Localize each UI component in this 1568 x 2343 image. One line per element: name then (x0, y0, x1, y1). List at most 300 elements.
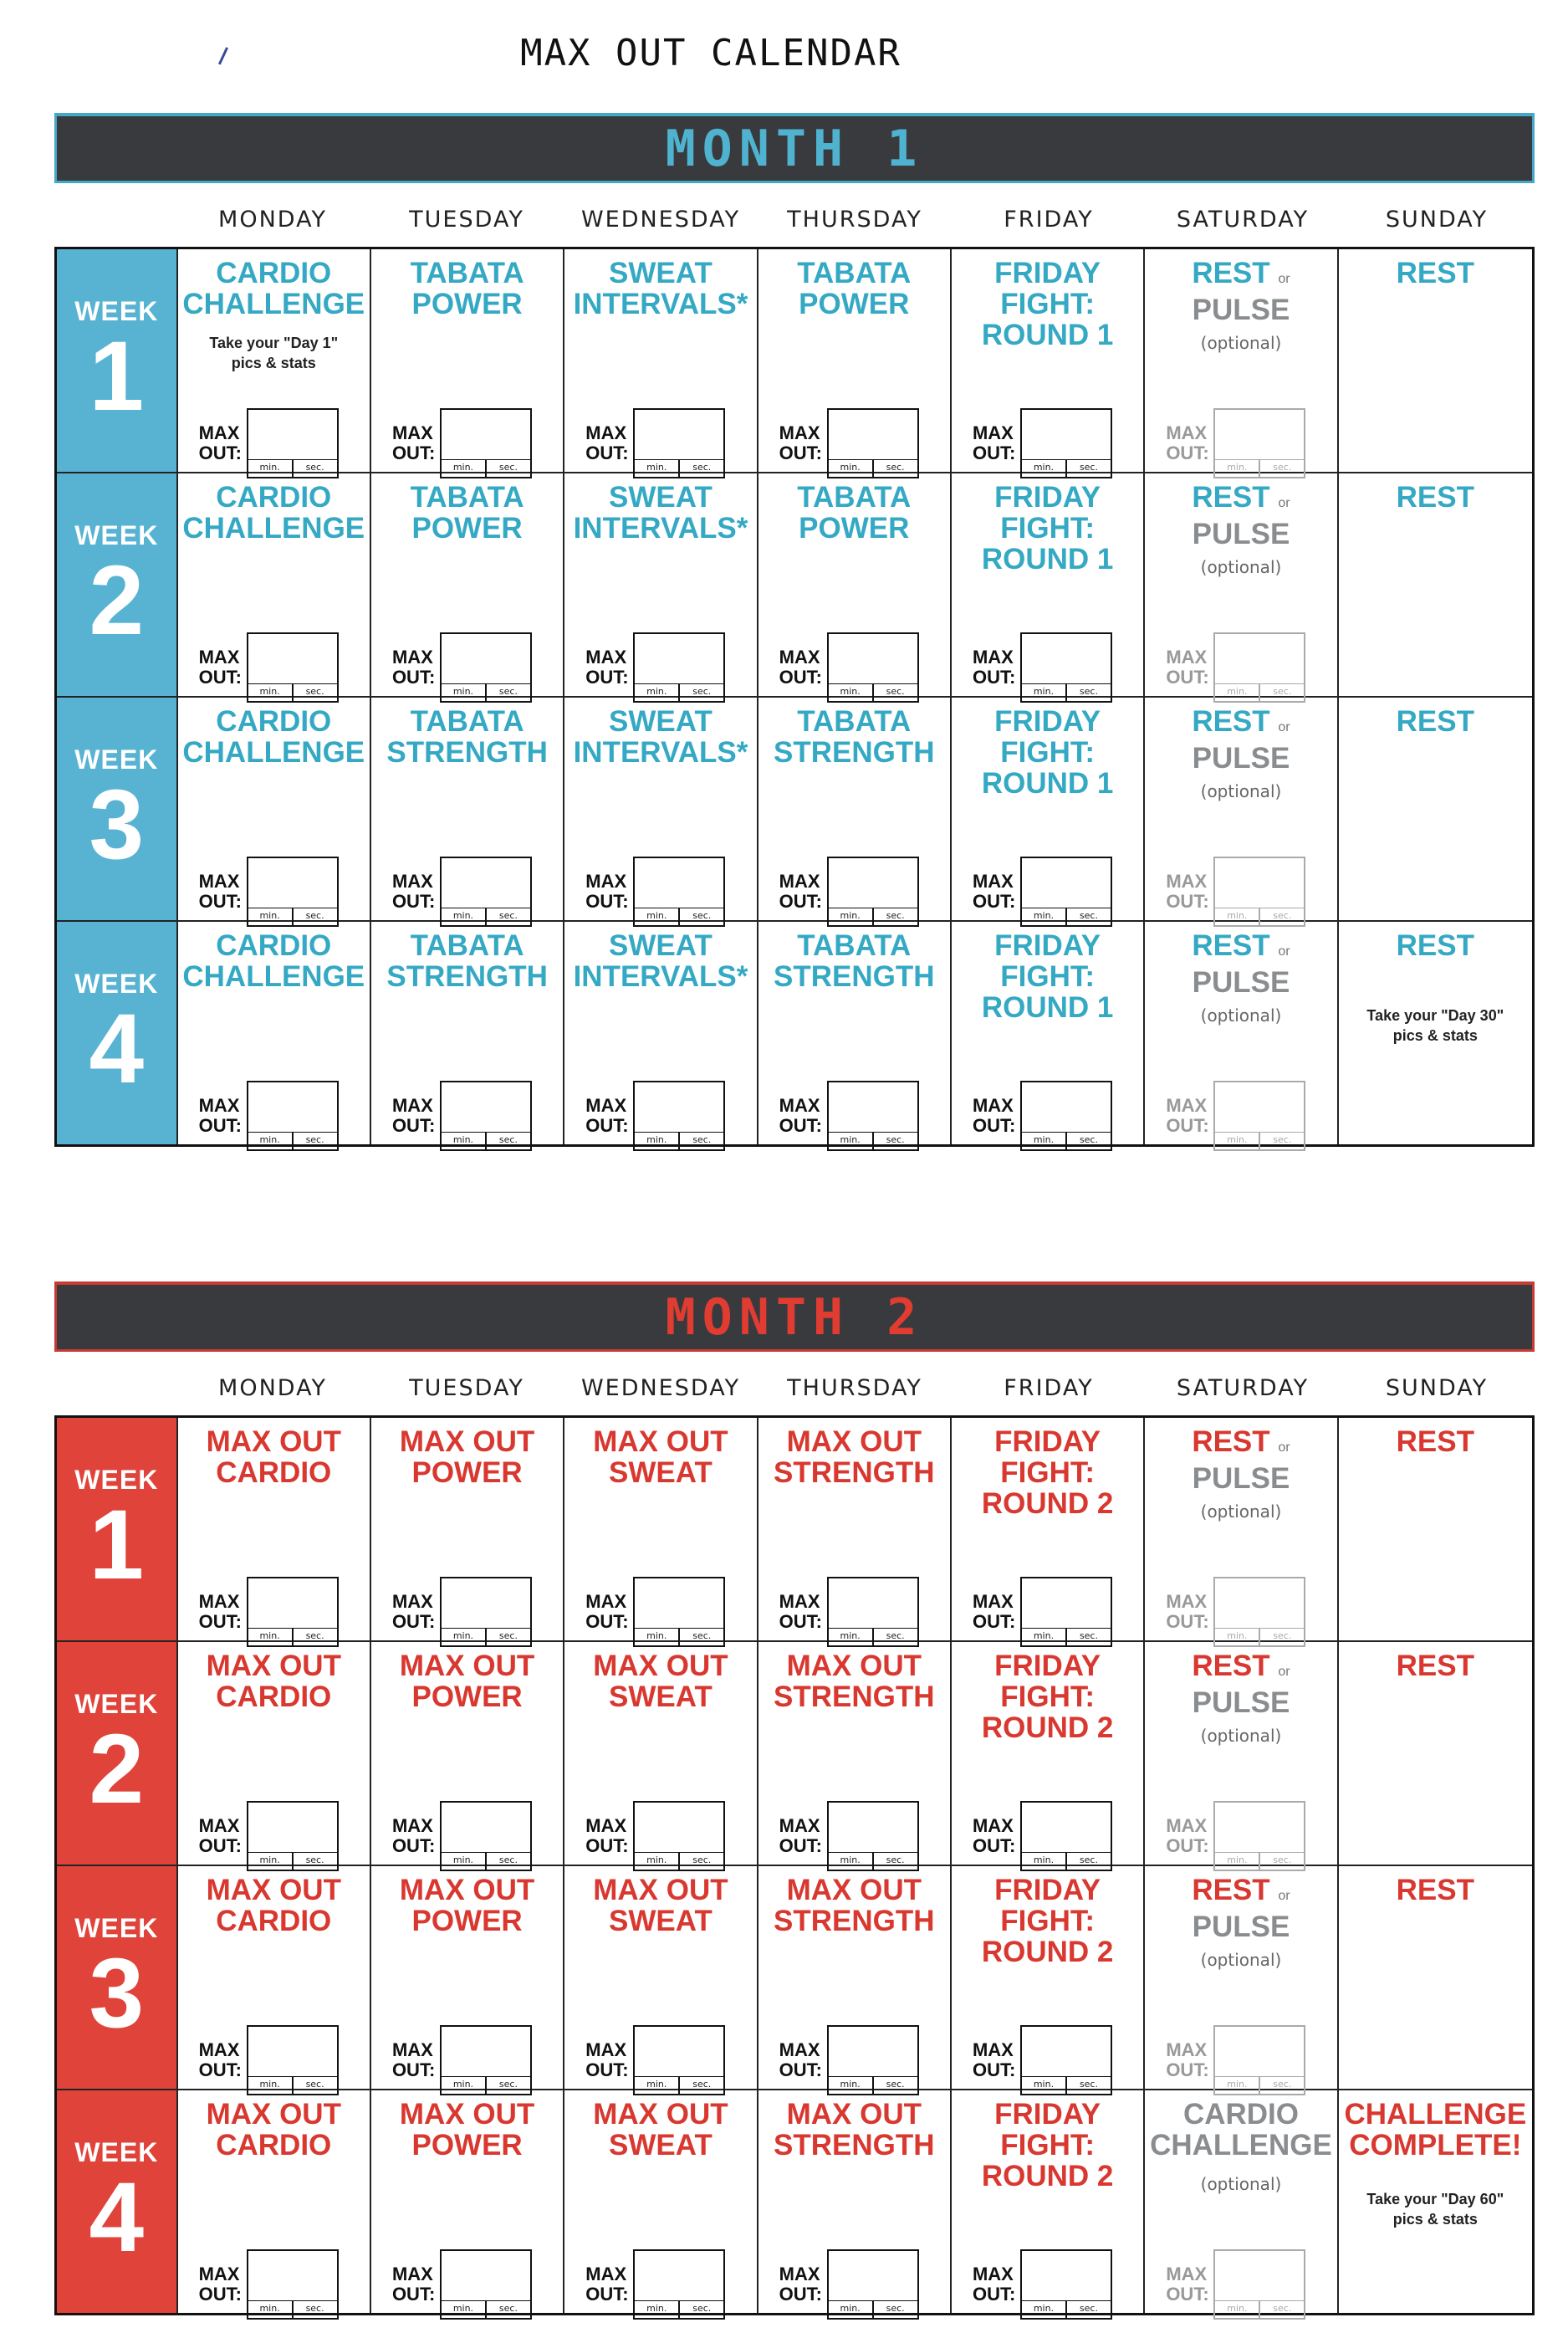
max-out-entry (198, 632, 350, 697)
max-out-entry (1166, 857, 1316, 921)
seconds-label: sec. (1273, 1854, 1292, 1865)
day-cell[interactable] (758, 249, 952, 472)
workout-name: MAX OUT POWER (399, 1425, 535, 1489)
minutes-label: min. (248, 2077, 294, 2094)
week-number: 1 (89, 1489, 145, 1600)
max-out-entry (585, 2249, 736, 2314)
day-header: MONDAY (218, 207, 327, 233)
max-out-entry (391, 408, 543, 473)
max-out-label: MAX OUT: (391, 647, 436, 688)
workout-name: TABATA STRENGTH (386, 929, 548, 993)
minutes-label: min. (248, 908, 294, 925)
day-cell[interactable] (371, 1418, 564, 1640)
seconds-label: sec. (692, 462, 712, 473)
minutes-label: min. (1215, 1853, 1260, 1870)
rest-or-pulse (1145, 1650, 1336, 1718)
max-out-entry (198, 408, 350, 473)
rest-label: REST (1396, 1874, 1474, 1906)
day-cell[interactable] (758, 1418, 952, 1640)
day-cell[interactable] (178, 698, 371, 920)
workout-name: MAX OUT STRENGTH (774, 1425, 935, 1489)
day-cell[interactable] (178, 922, 371, 1144)
max-out-time-box[interactable] (827, 408, 919, 478)
max-out-entry (1166, 2025, 1316, 2090)
day-cell[interactable] (564, 473, 758, 696)
pulse-label: PULSE (1192, 294, 1290, 326)
day-cell[interactable] (564, 698, 758, 920)
rest-label: REST (1396, 257, 1474, 289)
optional-label: (optional) (1200, 557, 1282, 577)
max-out-time-box[interactable] (440, 857, 532, 927)
day-cell[interactable] (758, 922, 952, 1144)
max-out-label: MAX OUT: (585, 871, 629, 912)
time-split (442, 2300, 530, 2318)
day-cell-sunday[interactable] (1339, 1866, 1532, 2089)
max-out-time-box[interactable] (633, 2025, 725, 2095)
day-cell[interactable] (371, 249, 564, 472)
max-out-time-box[interactable] (1020, 2249, 1112, 2320)
workout-name: MAX OUT SWEAT (593, 1650, 728, 1713)
max-out-time-box[interactable] (247, 857, 339, 927)
minutes-label: min. (635, 684, 680, 701)
max-out-label: MAX OUT: (1166, 422, 1209, 463)
max-out-time-box[interactable] (1213, 857, 1305, 927)
or-label: or (1278, 720, 1290, 734)
week-grid (54, 1415, 1535, 2315)
day-cell[interactable] (952, 2090, 1145, 2313)
max-out-entry (391, 632, 543, 697)
max-out-time-box[interactable] (827, 1801, 919, 1871)
max-out-label: MAX OUT: (779, 1095, 822, 1136)
seconds-label: sec. (1273, 1630, 1292, 1641)
day-cell-saturday[interactable] (1145, 473, 1338, 696)
minutes-label: min. (1215, 1629, 1260, 1645)
optional-label: (optional) (1200, 1005, 1282, 1026)
max-out-time-box[interactable] (247, 1577, 339, 1647)
workout-name: MAX OUT POWER (399, 1874, 535, 1937)
max-out-entry (391, 1081, 543, 1145)
day-cell[interactable] (758, 2090, 952, 2313)
week-number: 2 (89, 545, 145, 656)
minutes-label: min. (1022, 684, 1067, 701)
day-cell[interactable] (178, 1418, 371, 1640)
minutes-label: min. (1022, 2301, 1067, 2318)
max-out-time-box[interactable] (633, 632, 725, 703)
max-out-time-box[interactable] (1020, 632, 1112, 703)
optional-label: (optional) (1200, 1950, 1282, 1970)
max-out-time-box[interactable] (827, 1081, 919, 1151)
max-out-time-box[interactable] (827, 1577, 919, 1647)
week-word: WEEK (74, 1912, 159, 1943)
day-cell[interactable] (564, 249, 758, 472)
seconds-label: sec. (498, 2303, 518, 2314)
max-out-time-box[interactable] (633, 1081, 725, 1151)
day-cell[interactable] (564, 922, 758, 1144)
day-cell[interactable] (178, 2090, 371, 2313)
max-out-label: MAX OUT: (198, 422, 242, 463)
max-out-label: MAX OUT: (1166, 1095, 1209, 1136)
max-out-entry (391, 2025, 543, 2090)
seconds-label: sec. (1079, 462, 1098, 473)
week-number: 4 (89, 993, 145, 1104)
max-out-label: MAX OUT: (972, 647, 1016, 688)
max-out-label: MAX OUT: (779, 1815, 822, 1856)
time-split (829, 1132, 917, 1149)
day-cell[interactable] (178, 249, 371, 472)
max-out-time-box[interactable] (247, 1081, 339, 1151)
minutes-label: min. (1022, 2077, 1067, 2094)
max-out-label: MAX OUT: (391, 2264, 436, 2305)
day-cell-saturday[interactable] (1145, 1418, 1338, 1640)
day-cell-saturday[interactable] (1145, 698, 1338, 920)
day-cell-sunday[interactable] (1339, 1642, 1532, 1865)
workout-name: MAX OUT STRENGTH (774, 2098, 935, 2161)
max-out-time-box[interactable] (247, 632, 339, 703)
month1-calendar (54, 113, 1535, 1145)
seconds-label: sec. (305, 1134, 324, 1145)
max-out-label: MAX OUT: (198, 647, 242, 688)
workout-name: SWEAT INTERVALS* (573, 257, 748, 320)
seconds-label: sec. (1273, 1134, 1292, 1145)
time-split (1215, 1132, 1304, 1149)
seconds-label: sec. (305, 2079, 324, 2090)
max-out-time-box[interactable] (1213, 408, 1305, 478)
max-out-label: MAX OUT: (585, 2039, 629, 2080)
minutes-label: min. (829, 460, 874, 477)
day-cell[interactable] (952, 1642, 1145, 1865)
day-cell[interactable] (178, 1642, 371, 1865)
day-cell[interactable] (371, 2090, 564, 2313)
day-header: TUESDAY (409, 1375, 524, 1401)
seconds-label: sec. (305, 462, 324, 473)
day-cell[interactable] (952, 249, 1145, 472)
max-out-entry (1166, 1577, 1316, 1641)
week-label (57, 922, 178, 1144)
day-cell[interactable] (564, 1866, 758, 2089)
day-cell[interactable] (178, 473, 371, 696)
max-out-time-box[interactable] (1020, 408, 1112, 478)
day-cell[interactable] (371, 922, 564, 1144)
workout-name: FRIDAY FIGHT: ROUND 1 (981, 481, 1114, 576)
minutes-label: min. (1215, 2077, 1260, 2094)
day-cell-sunday[interactable] (1339, 473, 1532, 696)
rest-or-pulse (1145, 1426, 1336, 1494)
max-out-time-box[interactable] (1020, 1801, 1112, 1871)
rest-or-pulse (1145, 258, 1336, 325)
optional-label: (optional) (1200, 2174, 1282, 2194)
day-cell[interactable] (758, 1642, 952, 1865)
day-cell[interactable] (178, 1866, 371, 2089)
rest-label: REST (1192, 1874, 1270, 1906)
day-cell[interactable] (952, 1418, 1145, 1640)
day-cell[interactable] (758, 1866, 952, 2089)
max-out-label: MAX OUT: (972, 422, 1016, 463)
minutes-label: min. (1022, 908, 1067, 925)
workout-name: FRIDAY FIGHT: ROUND 2 (981, 1650, 1114, 1744)
workout-name: CARDIO CHALLENGE (182, 257, 365, 320)
week-word: WEEK (74, 1688, 159, 1719)
day-cell[interactable] (371, 698, 564, 920)
max-out-time-box[interactable] (633, 2249, 725, 2320)
or-label: or (1278, 272, 1290, 286)
max-out-time-box[interactable] (827, 2249, 919, 2320)
max-out-entry (585, 2025, 736, 2090)
max-out-time-box[interactable] (247, 2025, 339, 2095)
day-cell-saturday[interactable] (1145, 1866, 1338, 2089)
max-out-label: MAX OUT: (972, 2039, 1016, 2080)
day-cell-sunday[interactable] (1339, 2090, 1532, 2313)
max-out-time-box[interactable] (633, 1577, 725, 1647)
max-out-time-box[interactable] (440, 1081, 532, 1151)
minutes-label: min. (829, 684, 874, 701)
minutes-label: min. (442, 1133, 487, 1149)
max-out-time-box[interactable] (1213, 2025, 1305, 2095)
time-split (1215, 2300, 1304, 2318)
max-out-time-box[interactable] (827, 2025, 919, 2095)
max-out-time-box[interactable] (440, 2249, 532, 2320)
or-label: or (1278, 1665, 1290, 1679)
max-out-time-box[interactable] (633, 857, 725, 927)
day-cell-sunday[interactable] (1339, 249, 1532, 472)
seconds-label: sec. (1079, 2079, 1098, 2090)
day-cell[interactable] (952, 1866, 1145, 2089)
max-out-label: MAX OUT: (779, 2264, 822, 2305)
seconds-label: sec. (1273, 2303, 1292, 2314)
workout-name: TABATA POWER (797, 257, 912, 320)
rest-label: REST (1396, 929, 1474, 962)
max-out-time-box[interactable] (440, 1577, 532, 1647)
seconds-label: sec. (1079, 910, 1098, 921)
day-cell[interactable] (952, 473, 1145, 696)
day-cell[interactable] (564, 1418, 758, 1640)
seconds-label: sec. (692, 1630, 712, 1641)
week-number: 1 (89, 320, 145, 432)
day-header: TUESDAY (409, 207, 524, 233)
max-out-entry (585, 1577, 736, 1641)
minutes-label: min. (635, 1629, 680, 1645)
minutes-label: min. (248, 460, 294, 477)
page-title: MAX OUT CALENDAR (520, 32, 901, 74)
workout-name: MAX OUT CARDIO (206, 2098, 341, 2161)
max-out-time-box[interactable] (1020, 2025, 1112, 2095)
max-out-label: MAX OUT: (972, 1591, 1016, 1632)
max-out-time-box[interactable] (1213, 1081, 1305, 1151)
max-out-entry (198, 857, 350, 921)
max-out-label: MAX OUT: (391, 2039, 436, 2080)
seconds-label: sec. (498, 2079, 518, 2090)
max-out-time-box[interactable] (440, 1801, 532, 1871)
day-cell-sunday[interactable] (1339, 1418, 1532, 1640)
max-out-entry (779, 408, 930, 473)
workout-name: MAX OUT CARDIO (206, 1874, 341, 1937)
minutes-label: min. (248, 1853, 294, 1870)
minutes-label: min. (248, 2301, 294, 2318)
workout-name: CARDIO CHALLENGE (1150, 2098, 1332, 2161)
max-out-time-box[interactable] (440, 632, 532, 703)
week-row (57, 2090, 1532, 2313)
workout-name: TABATA POWER (410, 257, 524, 320)
seconds-label: sec. (305, 1854, 324, 1865)
workout-name: TABATA POWER (410, 481, 524, 545)
workout-name: CARDIO CHALLENGE (182, 705, 365, 769)
day-cell[interactable] (371, 473, 564, 696)
max-out-time-box[interactable] (1213, 1801, 1305, 1871)
day-cell[interactable] (758, 698, 952, 920)
max-out-time-box[interactable] (1213, 632, 1305, 703)
max-out-time-box[interactable] (1213, 1577, 1305, 1647)
max-out-time-box[interactable] (633, 1801, 725, 1871)
max-out-entry (391, 857, 543, 921)
seconds-label: sec. (305, 2303, 324, 2314)
max-out-entry (585, 857, 736, 921)
max-out-time-box[interactable] (827, 632, 919, 703)
time-split (1022, 2300, 1111, 2318)
day-header: SATURDAY (1176, 207, 1310, 233)
day-cell[interactable] (371, 1866, 564, 2089)
day-cell-sunday[interactable] (1339, 922, 1532, 1144)
max-out-time-box[interactable] (1020, 1081, 1112, 1151)
optional-label: (optional) (1200, 1726, 1282, 1746)
max-out-entry (972, 857, 1123, 921)
seconds-label: sec. (1273, 910, 1292, 921)
week-row (57, 698, 1532, 922)
max-out-label: MAX OUT: (391, 1815, 436, 1856)
workout-name: MAX OUT CARDIO (206, 1650, 341, 1713)
max-out-label: MAX OUT: (391, 422, 436, 463)
max-out-time-box[interactable] (1020, 1577, 1112, 1647)
max-out-time-box[interactable] (440, 408, 532, 478)
or-label: or (1278, 496, 1290, 510)
rest-label: REST (1192, 1650, 1270, 1682)
seconds-label: sec. (498, 462, 518, 473)
max-out-entry (779, 1801, 930, 1865)
seconds-label: sec. (692, 910, 712, 921)
minutes-label: min. (442, 908, 487, 925)
pulse-label: PULSE (1192, 1911, 1290, 1943)
max-out-label: MAX OUT: (585, 647, 629, 688)
day-header: SUNDAY (1385, 207, 1489, 233)
max-out-label: MAX OUT: (198, 2039, 242, 2080)
max-out-label: MAX OUT: (198, 1095, 242, 1136)
seconds-label: sec. (886, 462, 905, 473)
max-out-entry (198, 2025, 350, 2090)
rest-label: REST (1396, 1650, 1474, 1682)
pulse-label: PULSE (1192, 966, 1290, 999)
optional-label: (optional) (1200, 1501, 1282, 1522)
rest-or-pulse (1145, 706, 1336, 774)
seconds-label: sec. (1273, 462, 1292, 473)
pulse-label: PULSE (1192, 1462, 1290, 1495)
max-out-label: MAX OUT: (779, 1591, 822, 1632)
max-out-time-box[interactable] (827, 857, 919, 927)
workout-name: MAX OUT STRENGTH (774, 1650, 935, 1713)
seconds-label: sec. (498, 1854, 518, 1865)
week-word: WEEK (74, 744, 159, 775)
day-cell-sunday[interactable] (1339, 698, 1532, 920)
rest-label: REST (1396, 481, 1474, 514)
minutes-label: min. (1215, 460, 1260, 477)
max-out-entry (779, 632, 930, 697)
max-out-time-box[interactable] (440, 2025, 532, 2095)
max-out-time-box[interactable] (247, 2249, 339, 2320)
day-cell[interactable] (952, 698, 1145, 920)
time-split (635, 2300, 723, 2318)
time-split (635, 1132, 723, 1149)
day-cell-saturday[interactable] (1145, 1642, 1338, 1865)
day-cell-saturday[interactable] (1145, 2090, 1338, 2313)
day-cell-saturday[interactable] (1145, 249, 1338, 472)
seconds-label: sec. (692, 686, 712, 697)
minutes-label: min. (635, 1133, 680, 1149)
seconds-label: sec. (692, 1134, 712, 1145)
workout-name: TABATA STRENGTH (774, 929, 935, 993)
max-out-time-box[interactable] (247, 408, 339, 478)
day-cell[interactable] (371, 1642, 564, 1865)
minutes-label: min. (1022, 460, 1067, 477)
day-cell[interactable] (952, 922, 1145, 1144)
seconds-label: sec. (1273, 686, 1292, 697)
week-row (57, 1866, 1532, 2090)
day-header: FRIDAY (1004, 207, 1094, 233)
rest-label: REST (1396, 1425, 1474, 1458)
day-cell[interactable] (564, 2090, 758, 2313)
minutes-label: min. (829, 1133, 874, 1149)
max-out-entry (585, 632, 736, 697)
max-out-label: MAX OUT: (585, 2264, 629, 2305)
minutes-label: min. (1022, 1629, 1067, 1645)
max-out-entry (585, 1081, 736, 1145)
workout-name: MAX OUT SWEAT (593, 2098, 728, 2161)
max-out-label: MAX OUT: (391, 871, 436, 912)
day-cell-saturday[interactable] (1145, 922, 1338, 1144)
seconds-label: sec. (1079, 1854, 1098, 1865)
max-out-time-box[interactable] (1020, 857, 1112, 927)
or-label: or (1278, 1440, 1290, 1455)
max-out-time-box[interactable] (633, 408, 725, 478)
workout-name: MAX OUT SWEAT (593, 1874, 728, 1937)
minutes-label: min. (248, 1629, 294, 1645)
minutes-label: min. (248, 684, 294, 701)
max-out-time-box[interactable] (1213, 2249, 1305, 2320)
max-out-label: MAX OUT: (585, 1815, 629, 1856)
challenge-complete: CHALLENGE COMPLETE! (1344, 2098, 1527, 2161)
seconds-label: sec. (886, 686, 905, 697)
or-label: or (1278, 944, 1290, 959)
workout-name: FRIDAY FIGHT: ROUND 2 (981, 1874, 1114, 1968)
max-out-label: MAX OUT: (391, 1095, 436, 1136)
photo-note: Take your "Day 1" pics & stats (209, 335, 339, 371)
week-row (57, 922, 1532, 1144)
optional-label: (optional) (1200, 781, 1282, 801)
day-cell[interactable] (758, 473, 952, 696)
max-out-time-box[interactable] (247, 1801, 339, 1871)
max-out-entry (972, 1801, 1123, 1865)
max-out-label: MAX OUT: (1166, 2264, 1209, 2305)
max-out-entry (779, 1081, 930, 1145)
seconds-label: sec. (498, 1134, 518, 1145)
workout-name: MAX OUT POWER (399, 1650, 535, 1713)
week-label (57, 698, 178, 920)
minutes-label: min. (442, 460, 487, 477)
max-out-label: MAX OUT: (198, 2264, 242, 2305)
seconds-label: sec. (1273, 2079, 1292, 2090)
workout-name: CARDIO CHALLENGE (182, 481, 365, 545)
max-out-entry (391, 1801, 543, 1865)
max-out-entry (198, 2249, 350, 2314)
day-cell[interactable] (564, 1642, 758, 1865)
max-out-label: MAX OUT: (972, 1095, 1016, 1136)
max-out-entry (1166, 632, 1316, 697)
